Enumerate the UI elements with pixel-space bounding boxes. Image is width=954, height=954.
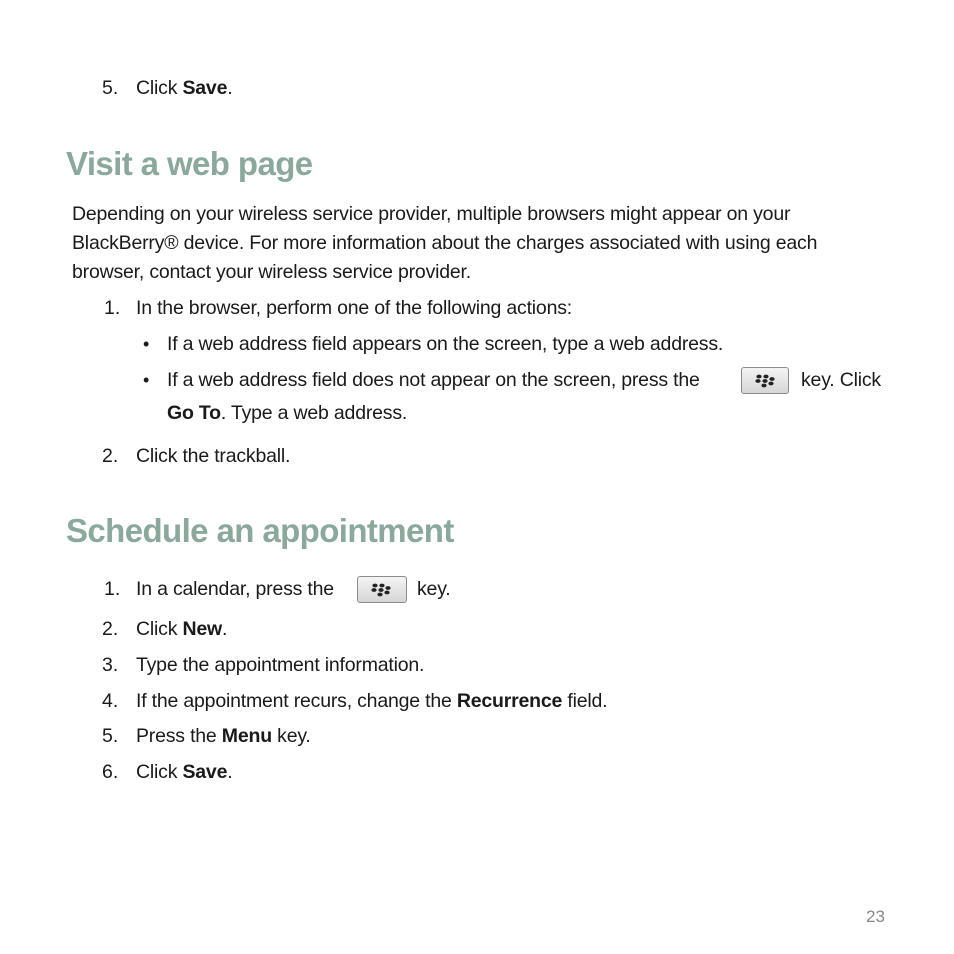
bold-term: Save <box>182 77 228 99</box>
bold-term: New <box>182 618 222 640</box>
bold-term: Menu <box>221 725 272 747</box>
intro-line-1: Depending on your wireless service provider, multiple browsers might appear on your <box>72 203 791 225</box>
step-number: 2. <box>102 445 119 467</box>
bullet-marker: • <box>143 370 150 390</box>
blackberry-menu-key-icon <box>357 576 407 603</box>
section-heading-visit-web-page: Visit a web page <box>66 145 313 182</box>
step-number: 1. <box>104 578 121 600</box>
step-text: If the appointment recurs, change the Recurrence field. <box>136 690 608 712</box>
step-text: Click the trackball. <box>136 445 291 467</box>
bold-term: Go To <box>167 402 221 424</box>
bold-term: Save <box>182 761 228 783</box>
step-number: 2. <box>102 618 119 640</box>
step-number: 5. <box>102 725 119 747</box>
step-text: Type the appointment information. <box>136 654 425 676</box>
step-text: In the browser, perform one of the following actions: <box>136 297 572 319</box>
menu-key-wrapper <box>353 576 411 603</box>
step-text: Press the Menu key. <box>136 725 311 747</box>
bullet-text-line-2: Go To. Type a web address. <box>167 402 408 424</box>
intro-line-2: BlackBerry® device. For more information about the charges associated with using each <box>72 232 818 254</box>
intro-line-3: browser, contact your wireless service provider. <box>72 261 471 283</box>
step-number: 1. <box>104 297 121 319</box>
step-text: Click Save. <box>136 77 233 99</box>
step-text: In a calendar, press the <box>136 578 334 600</box>
section-heading-schedule-appointment: Schedule an appointment <box>66 512 454 549</box>
bullet-text-line-1: If a web address field does not appear on the screen, press the <box>167 369 700 391</box>
step-number: 5. <box>102 77 119 99</box>
page-number: 23 <box>866 907 885 926</box>
step-number: 3. <box>102 654 119 676</box>
step-text: Click New. <box>136 618 228 640</box>
step-number: 4. <box>102 690 119 712</box>
bullet-text-key-click: key. Click <box>801 369 881 391</box>
bold-term: Recurrence <box>456 690 563 712</box>
step-text-after-key: key. <box>417 578 451 600</box>
step-number: 6. <box>102 761 119 783</box>
step-text: Click Save. <box>136 761 233 783</box>
blackberry-menu-key-icon <box>741 367 789 394</box>
bullet-marker: • <box>143 334 150 354</box>
bullet-text: If a web address field appears on the screen, type a web address. <box>167 333 724 355</box>
menu-key-wrapper <box>737 367 793 394</box>
